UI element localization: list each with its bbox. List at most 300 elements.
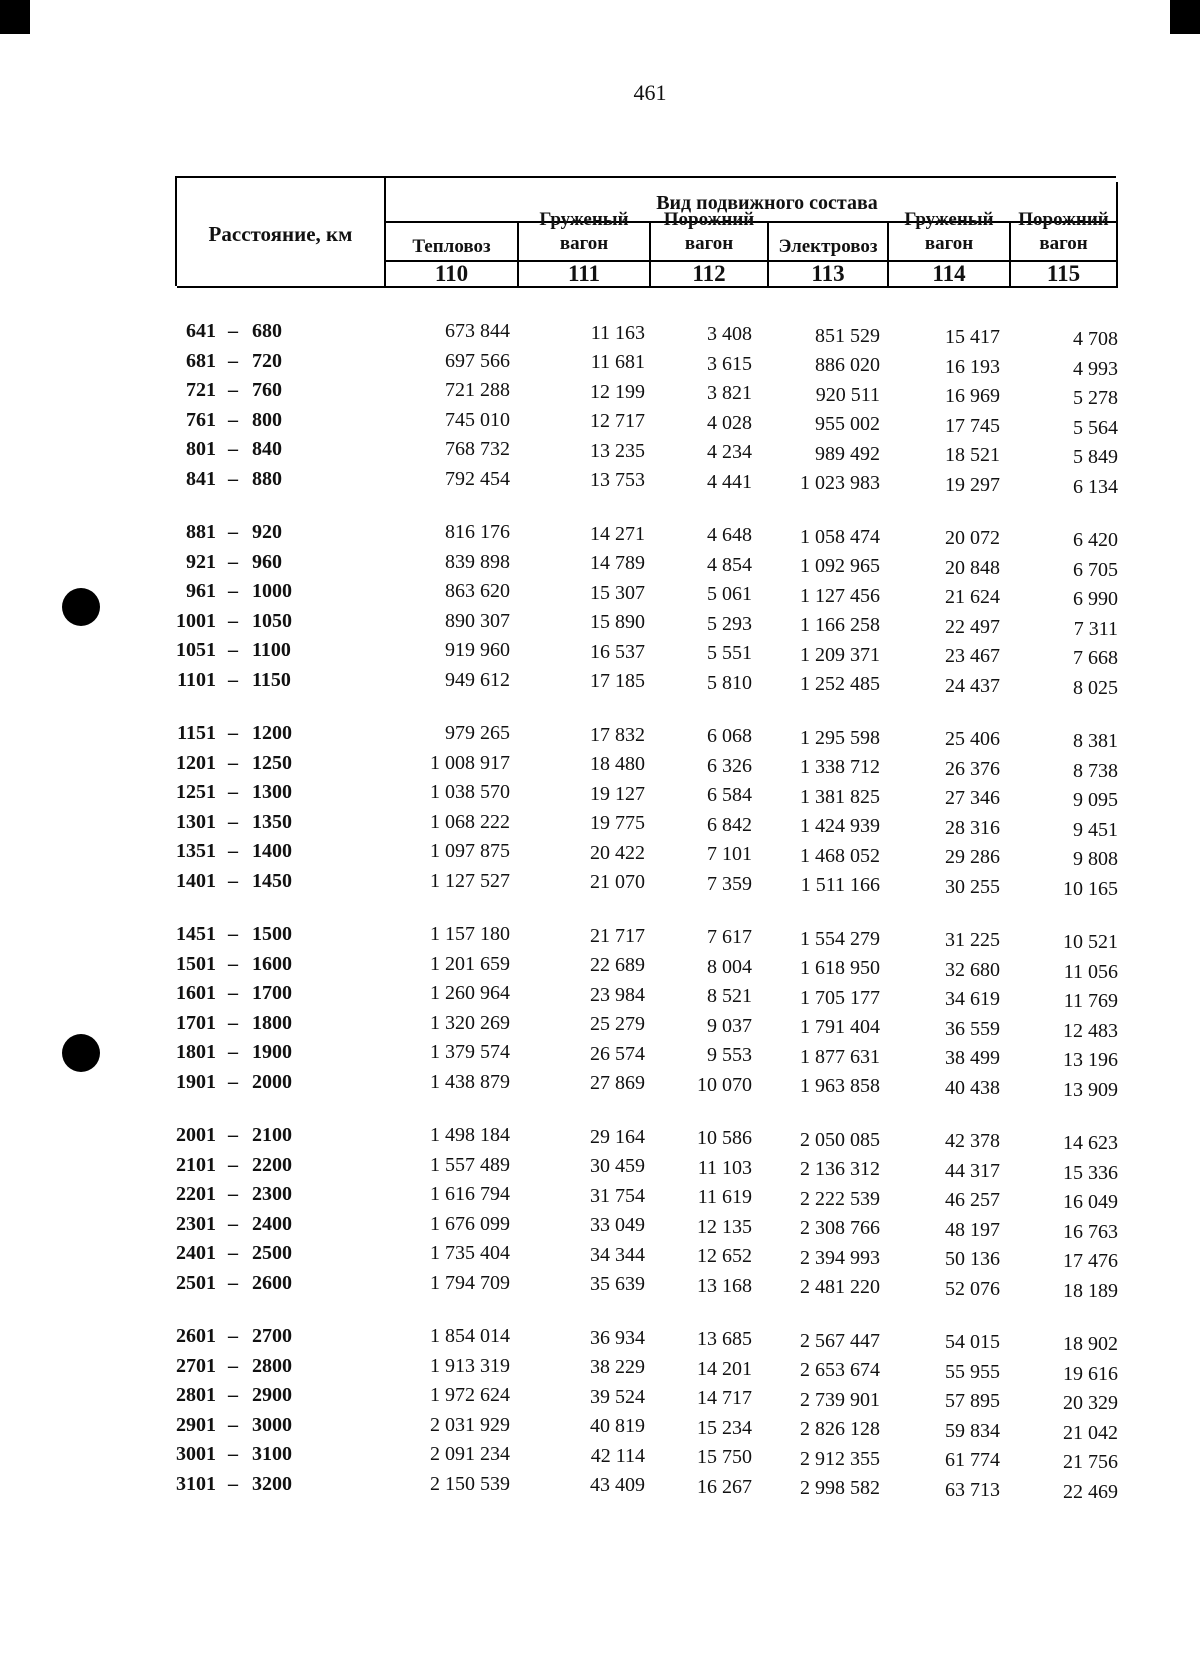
value-cell-111: 22 689	[590, 954, 645, 977]
value-cell-111: 38 229	[590, 1356, 645, 1379]
value-cell-113: 2 567 447	[800, 1329, 880, 1352]
distance-to: 1150	[252, 668, 291, 691]
value-cell-111: 21 717	[590, 924, 645, 947]
value-cell-113: 2 998 582	[800, 1477, 880, 1500]
distance-to: 1050	[252, 609, 292, 632]
distance-from: 1201	[176, 751, 216, 774]
value-cell-114: 16 969	[945, 385, 1000, 408]
value-cell-115: 14 623	[1063, 1132, 1118, 1154]
value-cell-110: 1 127 527	[430, 869, 510, 892]
value-cell-114: 26 376	[945, 757, 1000, 780]
value-cell-110: 1 676 099	[430, 1212, 510, 1235]
value-cell-112: 4 854	[707, 553, 752, 576]
value-cell-112: 14 717	[697, 1387, 752, 1410]
distance-to: 1350	[252, 810, 292, 833]
value-cell-115: 6 990	[1073, 588, 1118, 610]
value-cell-110: 1 260 964	[430, 982, 510, 1004]
value-cell-113: 851 529	[815, 324, 880, 347]
value-cell-113: 1 166 258	[800, 614, 880, 637]
value-cell-110: 792 454	[445, 467, 510, 490]
table-row	[0, 580, 1200, 610]
distance-from: 2501	[176, 1271, 216, 1294]
value-cell-110: 816 176	[445, 521, 510, 543]
value-cell-113: 1 381 825	[800, 785, 880, 808]
value-cell-113: 1 963 858	[800, 1075, 880, 1098]
value-cell-110: 863 620	[445, 580, 510, 602]
table-row	[0, 1443, 1200, 1473]
column-header-111: Груженый вагон	[539, 209, 629, 254]
distance-to: 1800	[252, 1011, 292, 1034]
value-cell-115: 19 616	[1063, 1362, 1118, 1385]
table-header	[175, 176, 1116, 286]
scan-corner-right	[1170, 0, 1200, 34]
value-cell-110: 1 498 184	[430, 1124, 510, 1146]
value-cell-114: 46 257	[945, 1189, 1000, 1212]
value-cell-110: 1 157 180	[430, 923, 510, 945]
table-body	[0, 320, 1200, 1526]
column-header-113: Электровоз	[778, 236, 878, 257]
table-row	[0, 1124, 1200, 1154]
value-cell-111: 29 164	[590, 1125, 645, 1148]
value-cell-112: 10 070	[697, 1073, 752, 1096]
value-cell-114: 20 848	[945, 556, 1000, 579]
table-row	[0, 953, 1200, 983]
distance-to: 1300	[252, 781, 292, 803]
distance-from: 1401	[176, 869, 216, 892]
distance-to: 3200	[252, 1472, 292, 1495]
table-row	[0, 1473, 1200, 1503]
value-cell-112: 6 842	[707, 813, 752, 836]
value-cell-111: 20 422	[590, 841, 645, 864]
value-cell-111: 12 717	[590, 410, 645, 433]
distance-from: 961	[186, 580, 216, 602]
value-cell-111: 35 639	[590, 1273, 645, 1296]
distance-to: 800	[252, 408, 282, 431]
table-row	[0, 610, 1200, 640]
page-number: 461	[633, 80, 667, 105]
value-cell-114: 17 745	[945, 414, 1000, 437]
column-header-114: Груженый вагон	[904, 209, 994, 254]
value-cell-115: 9 451	[1073, 818, 1118, 841]
distance-from: 761	[186, 408, 216, 431]
distance-from: 2101	[176, 1153, 216, 1176]
table-row	[0, 438, 1200, 468]
value-cell-114: 42 378	[945, 1130, 1000, 1153]
value-cell-111: 36 934	[590, 1326, 645, 1349]
distance-from: 1451	[176, 923, 216, 945]
value-cell-110: 1 438 879	[430, 1070, 510, 1093]
value-cell-110: 1 735 404	[430, 1242, 510, 1264]
distance-from: 2401	[176, 1242, 216, 1264]
distance-to: 1700	[252, 982, 292, 1004]
value-cell-115: 4 708	[1073, 328, 1118, 350]
value-cell-114: 59 834	[945, 1419, 1000, 1442]
table-row	[0, 551, 1200, 581]
distance-to: 2100	[252, 1124, 292, 1146]
distance-from: 2601	[176, 1325, 216, 1347]
value-cell-115: 8 381	[1073, 730, 1118, 752]
value-cell-114: 32 680	[945, 958, 1000, 981]
value-cell-111: 26 574	[590, 1042, 645, 1065]
value-cell-114: 63 713	[945, 1478, 1000, 1501]
value-cell-111: 11 163	[590, 321, 645, 344]
distance-from: 1251	[176, 781, 216, 803]
value-cell-111: 25 279	[590, 1013, 645, 1036]
value-cell-114: 36 559	[945, 1017, 1000, 1040]
value-cell-115: 5 564	[1073, 416, 1118, 439]
distance-from: 3001	[176, 1443, 216, 1465]
value-cell-112: 5 293	[707, 612, 752, 635]
distance-from: 841	[186, 467, 216, 490]
value-cell-115: 9 095	[1073, 789, 1118, 811]
distance-from: 1151	[177, 722, 216, 744]
value-cell-110: 1 616 794	[430, 1183, 510, 1205]
distance-to: 1000	[252, 580, 292, 602]
value-cell-115: 4 993	[1073, 357, 1118, 380]
value-cell-110: 721 288	[445, 379, 510, 401]
table-row	[0, 320, 1200, 350]
value-cell-112: 9 553	[707, 1044, 752, 1067]
value-cell-114: 18 521	[945, 444, 1000, 467]
distance-to: 2700	[252, 1325, 292, 1347]
value-cell-114: 40 438	[945, 1076, 1000, 1099]
value-cell-115: 11 769	[1063, 990, 1118, 1012]
value-cell-113: 2 481 220	[800, 1276, 880, 1299]
value-cell-111: 14 271	[590, 522, 645, 545]
table-row	[0, 1384, 1200, 1414]
value-cell-111: 16 537	[590, 640, 645, 663]
value-cell-112: 3 408	[707, 323, 752, 346]
value-cell-112: 4 028	[707, 411, 752, 434]
value-cell-110: 2 091 234	[430, 1443, 510, 1465]
value-cell-115: 6 134	[1073, 475, 1118, 498]
distance-to: 1400	[252, 840, 292, 862]
value-cell-111: 19 127	[590, 782, 645, 805]
value-cell-112: 8 521	[707, 985, 752, 1008]
value-cell-110: 1 068 222	[430, 810, 510, 833]
value-cell-112: 13 168	[697, 1274, 752, 1297]
column-code-115: 115	[1046, 261, 1081, 286]
value-cell-113: 1 209 371	[800, 643, 880, 666]
distance-from: 1301	[176, 810, 216, 833]
distance-from: 1701	[176, 1011, 216, 1034]
value-cell-115: 6 705	[1073, 558, 1118, 581]
table-row	[0, 923, 1200, 953]
value-cell-115: 8 738	[1073, 759, 1118, 782]
value-cell-112: 4 441	[707, 470, 752, 493]
distance-to: 2500	[252, 1242, 292, 1264]
value-cell-112: 3 821	[707, 382, 752, 405]
value-cell-113: 1 424 939	[800, 815, 880, 838]
column-header-115: Порожний вагон	[1018, 209, 1109, 254]
table-row	[0, 1355, 1200, 1385]
value-cell-111: 15 307	[590, 581, 645, 604]
distance-to: 1250	[252, 751, 292, 774]
row-group	[0, 320, 1200, 497]
value-cell-115: 8 025	[1073, 676, 1118, 699]
table-row	[0, 781, 1200, 811]
distance-to: 2600	[252, 1271, 292, 1294]
value-cell-113: 1 023 983	[800, 472, 880, 495]
distance-from: 1001	[176, 609, 216, 632]
value-cell-115: 13 909	[1063, 1078, 1118, 1101]
distance-to: 1200	[252, 722, 292, 744]
distance-from: 721	[186, 379, 216, 401]
value-cell-115: 9 808	[1073, 848, 1118, 870]
value-cell-115: 21 756	[1063, 1451, 1118, 1473]
value-cell-113: 2 394 993	[800, 1246, 880, 1269]
value-cell-115: 13 196	[1063, 1049, 1118, 1071]
distance-to: 2300	[252, 1183, 292, 1205]
value-cell-111: 23 984	[590, 983, 645, 1006]
value-cell-114: 52 076	[945, 1277, 1000, 1300]
value-cell-110: 673 844	[445, 320, 510, 342]
value-cell-111: 40 819	[590, 1415, 645, 1438]
value-cell-114: 30 255	[945, 875, 1000, 898]
value-cell-111: 17 185	[590, 670, 645, 693]
distance-to: 680	[252, 320, 282, 342]
value-cell-110: 1 913 319	[430, 1354, 510, 1377]
value-cell-113: 2 739 901	[800, 1388, 880, 1411]
table-row	[0, 669, 1200, 699]
value-cell-111: 12 199	[590, 380, 645, 403]
table-row	[0, 1041, 1200, 1071]
value-cell-113: 2 308 766	[800, 1217, 880, 1240]
value-cell-110: 1 854 014	[430, 1325, 510, 1347]
value-cell-111: 13 753	[590, 469, 645, 492]
value-cell-115: 10 165	[1063, 877, 1118, 900]
value-cell-112: 5 061	[707, 583, 752, 606]
table-row	[0, 639, 1200, 669]
value-cell-113: 1 705 177	[800, 986, 880, 1009]
value-cell-114: 61 774	[945, 1449, 1000, 1472]
value-cell-113: 2 050 085	[800, 1128, 880, 1151]
distance-from: 2701	[176, 1354, 216, 1377]
value-cell-114: 38 499	[945, 1047, 1000, 1070]
value-cell-113: 1 468 052	[800, 844, 880, 867]
value-cell-114: 22 497	[945, 615, 1000, 638]
distance-to: 880	[252, 467, 282, 490]
value-cell-112: 15 234	[697, 1416, 752, 1439]
table-row	[0, 409, 1200, 439]
value-cell-110: 890 307	[445, 609, 510, 632]
value-cell-114: 21 624	[945, 586, 1000, 609]
distance-from: 1501	[176, 952, 216, 975]
value-cell-114: 50 136	[945, 1248, 1000, 1271]
table-row	[0, 521, 1200, 551]
value-cell-111: 19 775	[590, 812, 645, 835]
value-cell-115: 12 483	[1063, 1019, 1118, 1042]
value-cell-112: 11 619	[697, 1186, 752, 1209]
distance-to: 2800	[252, 1354, 292, 1377]
value-cell-111: 27 869	[590, 1072, 645, 1095]
distance-to: 2400	[252, 1212, 292, 1235]
value-cell-112: 4 234	[707, 441, 752, 464]
table-row	[0, 379, 1200, 409]
value-cell-112: 4 648	[707, 524, 752, 547]
distance-to: 760	[252, 379, 282, 401]
value-cell-110: 1 320 269	[430, 1011, 510, 1034]
value-cell-110: 2 031 929	[430, 1413, 510, 1436]
value-cell-113: 1 791 404	[800, 1016, 880, 1039]
value-cell-111: 33 049	[590, 1214, 645, 1237]
distance-to: 840	[252, 438, 282, 460]
value-cell-112: 7 101	[707, 843, 752, 866]
value-cell-113: 1 511 166	[800, 874, 880, 897]
value-cell-110: 768 732	[445, 438, 510, 460]
value-cell-115: 18 189	[1063, 1279, 1118, 1302]
distance-from: 2201	[176, 1183, 216, 1205]
distance-to: 2200	[252, 1153, 292, 1176]
table-row	[0, 1272, 1200, 1302]
value-cell-112: 13 685	[697, 1328, 752, 1351]
value-cell-113: 955 002	[815, 413, 880, 436]
value-cell-114: 16 193	[945, 355, 1000, 378]
value-cell-113: 1 877 631	[800, 1045, 880, 1068]
value-cell-112: 9 037	[707, 1014, 752, 1037]
table-row	[0, 1325, 1200, 1355]
distance-from: 2301	[176, 1212, 216, 1235]
value-cell-114: 31 225	[945, 929, 1000, 952]
distance-to: 920	[252, 521, 282, 543]
value-cell-114: 20 072	[945, 527, 1000, 550]
value-cell-112: 12 652	[697, 1245, 752, 1268]
distance-from: 1801	[176, 1041, 216, 1063]
value-cell-110: 697 566	[445, 349, 510, 372]
value-cell-115: 7 668	[1073, 647, 1118, 669]
value-cell-112: 7 359	[707, 872, 752, 895]
value-cell-113: 2 136 312	[800, 1158, 880, 1181]
table-row	[0, 840, 1200, 870]
value-cell-112: 3 615	[707, 352, 752, 375]
value-cell-110: 1 972 624	[430, 1384, 510, 1406]
value-cell-115: 21 042	[1063, 1421, 1118, 1444]
value-cell-114: 44 317	[945, 1159, 1000, 1182]
value-cell-113: 886 020	[815, 354, 880, 377]
value-cell-113: 2 912 355	[800, 1447, 880, 1470]
column-code-110: 110	[434, 261, 469, 286]
value-cell-110: 1 794 709	[430, 1271, 510, 1294]
value-cell-111: 39 524	[590, 1385, 645, 1408]
value-cell-113: 1 092 965	[800, 555, 880, 578]
value-cell-111: 43 409	[590, 1474, 645, 1497]
value-cell-112: 11 103	[697, 1156, 752, 1179]
value-cell-110: 1 097 875	[430, 840, 510, 862]
value-cell-110: 1 379 574	[430, 1041, 510, 1063]
value-cell-115: 6 420	[1073, 529, 1118, 551]
distance-from: 1351	[176, 840, 216, 862]
column-header-110: Тепловоз	[412, 236, 491, 257]
value-cell-113: 2 653 674	[800, 1359, 880, 1382]
value-cell-112: 5 810	[707, 671, 752, 694]
value-cell-112: 16 267	[697, 1475, 752, 1498]
value-cell-112: 6 584	[707, 784, 752, 807]
value-cell-112: 14 201	[697, 1357, 752, 1380]
row-group	[0, 521, 1200, 698]
value-cell-111: 14 789	[590, 552, 645, 575]
distance-to: 1600	[252, 952, 292, 975]
column-code-113: 113	[811, 261, 845, 286]
distance-from: 801	[186, 438, 216, 460]
value-cell-115: 7 311	[1073, 617, 1118, 640]
value-cell-110: 949 612	[445, 668, 510, 691]
distance-header: Расстояние, км	[208, 222, 353, 246]
value-cell-112: 12 135	[697, 1215, 752, 1238]
distance-from: 2001	[176, 1124, 216, 1146]
distance-from: 641	[186, 320, 216, 342]
value-cell-110: 919 960	[445, 639, 510, 661]
value-cell-115: 16 763	[1063, 1220, 1118, 1243]
table-row	[0, 468, 1200, 498]
value-cell-112: 15 750	[697, 1446, 752, 1469]
value-cell-113: 1 252 485	[800, 673, 880, 696]
value-cell-114: 28 316	[945, 816, 1000, 839]
value-cell-114: 24 437	[945, 674, 1000, 697]
table-row	[0, 1242, 1200, 1272]
value-cell-111: 21 070	[590, 871, 645, 894]
distance-from: 2801	[176, 1384, 216, 1406]
column-code-112: 112	[692, 261, 726, 286]
table-row	[0, 350, 1200, 380]
value-cell-113: 1 338 712	[800, 756, 880, 779]
value-cell-112: 8 004	[707, 955, 752, 978]
value-cell-111: 42 114	[590, 1444, 645, 1467]
distance-from: 1101	[177, 668, 216, 691]
distance-to: 960	[252, 550, 282, 573]
rolling-stock-header: Вид подвижного состава	[656, 192, 878, 214]
table-row	[0, 1183, 1200, 1213]
value-cell-110: 979 265	[445, 722, 510, 744]
value-cell-114: 55 955	[945, 1360, 1000, 1383]
value-cell-115: 17 476	[1063, 1250, 1118, 1272]
distance-from: 2901	[176, 1413, 216, 1436]
distance-from: 1051	[176, 639, 216, 661]
value-cell-115: 5 849	[1073, 446, 1118, 468]
value-cell-115: 5 278	[1073, 387, 1118, 409]
distance-from: 1601	[176, 982, 216, 1004]
table-row	[0, 811, 1200, 841]
value-cell-113: 989 492	[815, 442, 880, 465]
value-cell-115: 15 336	[1063, 1161, 1118, 1184]
value-cell-113: 1 127 456	[800, 584, 880, 607]
value-cell-111: 34 344	[590, 1243, 645, 1266]
value-cell-110: 839 898	[445, 550, 510, 573]
value-cell-114: 19 297	[945, 473, 1000, 496]
value-cell-113: 2 222 539	[800, 1187, 880, 1210]
distance-to: 1500	[252, 923, 292, 945]
table-row	[0, 1071, 1200, 1101]
table-row	[0, 1414, 1200, 1444]
value-cell-111: 11 681	[590, 351, 645, 374]
value-cell-111: 17 832	[590, 723, 645, 746]
column-code-114: 114	[932, 261, 966, 286]
table-row	[0, 1012, 1200, 1042]
scan-corner-left	[0, 0, 30, 34]
table-row	[0, 1213, 1200, 1243]
distance-from: 1901	[176, 1070, 216, 1093]
value-cell-113: 2 826 128	[800, 1418, 880, 1441]
value-cell-110: 745 010	[445, 408, 510, 431]
value-cell-112: 10 586	[697, 1127, 752, 1150]
value-cell-115: 10 521	[1063, 931, 1118, 953]
distance-to: 2900	[252, 1384, 292, 1406]
distance-from: 881	[186, 521, 216, 543]
distance-to: 2000	[252, 1070, 292, 1093]
value-cell-111: 31 754	[590, 1184, 645, 1207]
value-cell-115: 20 329	[1063, 1392, 1118, 1414]
value-cell-110: 1 008 917	[430, 751, 510, 774]
distance-to: 3100	[252, 1443, 292, 1465]
